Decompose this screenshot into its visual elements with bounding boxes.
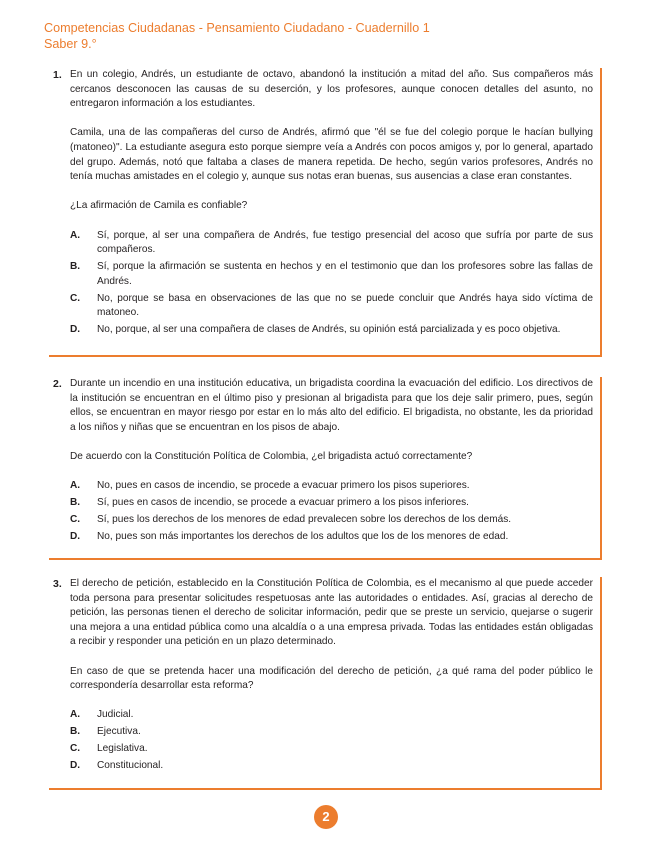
- option-text: Sí, porque la afirmación se sustenta en hechos y en el testimonio que dan los profesores sobre las fallas de Andrés.: [97, 261, 593, 287]
- option-letter: D.: [70, 531, 81, 543]
- option-b[interactable]: [70, 260, 593, 289]
- option-letter: A.: [70, 709, 81, 721]
- option-d[interactable]: [70, 323, 593, 338]
- option-text: Legislativa.: [97, 743, 148, 755]
- option-a[interactable]: [70, 708, 593, 723]
- option-text: Sí, porque, al ser una compañera de Andrés, fue testigo presencial del acoso que sufría por parte de sus compañeros.: [97, 229, 593, 256]
- option-letter: C.: [70, 514, 81, 526]
- option-d[interactable]: [70, 759, 593, 774]
- question-prompt: En caso de que se pretenda hacer una modificación del derecho de petición, ¿a qué rama del poder público le correspondería desarrollar esta reforma?: [70, 665, 593, 692]
- option-a[interactable]: [70, 479, 593, 494]
- question-number: 1.: [53, 69, 62, 81]
- option-text: No, pues son más importantes los derechos de los adultos que los de los menores de edad.: [97, 531, 509, 543]
- option-text: No, pues en casos de incendio, se procede a evacuar primero los pisos superiores.: [97, 480, 470, 492]
- question-2: [49, 377, 602, 560]
- option-text: No, porque, al ser una compañera de clases de Andrés, su opinión está parcializada y es poco objetiva.: [97, 324, 561, 336]
- option-a[interactable]: [70, 229, 593, 258]
- option-text: Ejecutiva.: [97, 726, 141, 738]
- question-paragraph: El derecho de petición, establecido en la Constitución Política de Colombia, es el mecanismo al que puede acceder toda persona para presentar solicitudes respetuosas ante las autoridades o entidades. Así, gracias al derecho de petición, las personas tienen el derecho de solicitar información, pedir que se preste un servicio, quejarse o sugerir una mejora a una entidad pública como una alcaldía o a una empresa privada. Todas las entidades están obligadas a recibir y responder una petición en un plazo determinado.: [70, 578, 593, 648]
- page-header: [44, 20, 430, 52]
- option-b[interactable]: [70, 496, 593, 511]
- question-prompt: De acuerdo con la Constitución Política de Colombia, ¿el brigadista actuó correctamente?: [70, 450, 473, 462]
- option-letter: A.: [70, 480, 81, 492]
- option-letter: C.: [70, 743, 81, 755]
- question-paragraph: Camila, una de las compañeras del curso de Andrés, afirmó que "él se fue del colegio porque le hacían bullying (matoneo)". La estudiante asegura esto porque siempre veía a Andrés con pocos amigos y, por lo general, apartado del grupo. Además, notó que faltaba a clases de manera repetida. De hecho, según varios profesores, Andrés no tenía muchas amistades en el colegio y, aunque sus notas eran buenas, sus ausencias a clase eran constantes.: [70, 127, 593, 183]
- option-letter: D.: [70, 760, 81, 772]
- option-b[interactable]: [70, 725, 593, 740]
- header-title: Competencias Ciudadanas - Pensamiento Ciudadano - Cuadernillo 1: [44, 21, 430, 35]
- question-1: [49, 68, 602, 357]
- header-grade: Saber 9.°: [44, 37, 97, 51]
- option-letter: C.: [70, 292, 81, 304]
- option-text: Sí, pues en casos de incendio, se procede a evacuar primero a los pisos inferiores.: [97, 497, 469, 509]
- option-text: No, porque se basa en observaciones de las que no se puede concluir que Andrés haya sido víctima de matoneo.: [97, 292, 593, 319]
- option-letter: B.: [70, 497, 81, 509]
- option-text: Judicial.: [97, 709, 134, 721]
- option-text: Sí, pues los derechos de los menores de edad prevalecen sobre los derechos de los demás.: [97, 514, 512, 526]
- option-c[interactable]: [70, 742, 593, 757]
- option-c[interactable]: [70, 292, 593, 321]
- option-c[interactable]: [70, 513, 593, 528]
- question-number: 2.: [53, 378, 62, 390]
- option-text: Constitucional.: [97, 760, 164, 772]
- question-paragraph: En un colegio, Andrés, un estudiante de octavo, abandonó la institución a mitad del año. Sus compañeros más cercanos desconocen las causas de su deserción, y los profesores, aunque conocen detalles del asunto, no entregaron información a los estudiantes.: [70, 69, 593, 110]
- page-number-badge: 2: [314, 805, 338, 829]
- option-letter: D.: [70, 324, 81, 336]
- option-letter: B.: [70, 261, 81, 273]
- option-letter: B.: [70, 726, 81, 738]
- question-paragraph: Durante un incendio en una institución educativa, un brigadista coordina la evacuación del edificio. Los directivos de la institución se encuentran en el último piso y presionan al brigadista para que los deje salir primero, pues, según ellos, se encuentran en mayor riesgo por estar en lo más alto del edificio. El brigadista, no obstante, les da prioridad a los niños y niñas que se encuentran en los pisos de abajo.: [70, 378, 593, 433]
- question-number: 3.: [53, 578, 62, 590]
- option-letter: A.: [70, 229, 81, 241]
- option-d[interactable]: [70, 530, 593, 545]
- question-prompt: ¿La afirmación de Camila es confiable?: [70, 200, 248, 212]
- question-3: [49, 577, 602, 790]
